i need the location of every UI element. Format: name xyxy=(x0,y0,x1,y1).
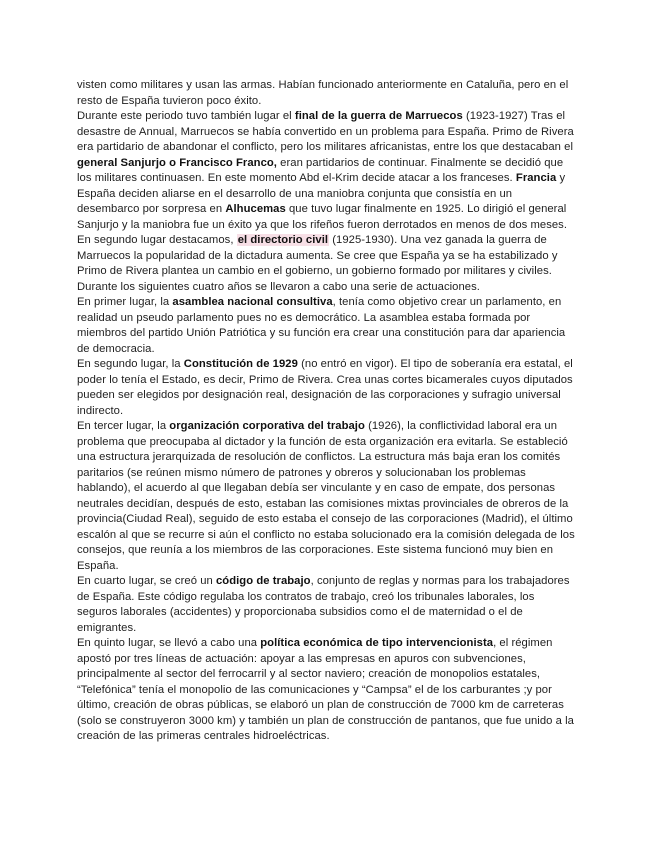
text-run: eran partidarios de continuar. Finalmente se decidió que los militares continuasen. En este momento Abd el-Krim decide atacar a los franceses. xyxy=(77,156,564,184)
bold-term: Alhucemas xyxy=(225,203,286,215)
text-run: En tercer lugar, la xyxy=(77,420,170,432)
bold-term: Francia xyxy=(515,172,557,184)
text-run: En segundo lugar destacamos, xyxy=(77,234,237,246)
text-run: , conjunto de reglas y normas para los trabajadores de España. Este código regulaba los contratos de trabajo, creó los tribunales laborales, los seguros laborales (accidentes) y proporcionaba subsidios como el de maternidad o el de emigrantes. xyxy=(77,575,570,634)
paragraph-asamblea-nacional xyxy=(77,295,577,357)
paragraph-directorio-civil xyxy=(77,233,577,295)
highlighted-bold-term: el directorio civil xyxy=(237,234,329,246)
text-run: En segundo lugar, la xyxy=(77,358,184,370)
text-run: , el régimen apostó por tres líneas de actuación: apoyar a las empresas en apuros con subvenciones, principalmente al sector del ferrocarril y al sector naviero; creación de monopolios estatales, “Telefónica” tenía el monopolio de las comunicaciones y “Campsa” el de los carburantes ;y por último, creación de obras públicas, se elaboró un plan de construcción de 7000 km de carreteras (solo se construyeron 3000 km) y también un plan de construcción de pantanos, que fue unido a la creación de las primeras centrales hidroeléctricas. xyxy=(77,637,574,742)
text-run: En quinto lugar, se llevó a cabo una xyxy=(77,637,261,649)
paragraph-guerra-marruecos xyxy=(77,109,577,233)
bold-term: organización corporativa del trabajo xyxy=(169,420,365,432)
paragraph-politica-economica xyxy=(77,636,577,745)
paragraph-organizacion-corporativa xyxy=(77,419,577,574)
document-body xyxy=(77,78,577,745)
text-run: visten como militares y usan las armas. Habían funcionado anteriormente en Cataluña, pero en el resto de España tuvieron poco éxito. xyxy=(77,79,569,107)
bold-term: asamblea nacional consultiva xyxy=(172,296,333,308)
text-run: Durante este periodo tuvo también lugar el xyxy=(77,110,295,122)
bold-term: política económica de tipo intervencionista xyxy=(260,637,494,649)
text-run: (1923-1927) Tras el desastre de Annual, Marruecos se había convertido en un problema para España. Primo de Rivera era partidario de abandonar el conflicto, pero los militares africanistas, entre los que destacaban el xyxy=(77,110,574,153)
paragraph-constitucion-1929 xyxy=(77,357,577,419)
text-run: que tuvo lugar finalmente en 1925. Lo dirigió el general Sanjurjo y la maniobra fue un éxito ya que los rifeños fueron derrotados en menos de dos meses. xyxy=(77,203,568,231)
text-run: (no entró en vigor). El tipo de soberanía era estatal, el poder lo tenía el Estado, es decir, Primo de Rivera. Crea unas cortes bicamerales cuyos diputados pueden ser elegidos por designación real, designación de las corporaciones y sufragio universal indirecto. xyxy=(77,358,573,417)
text-run: y España deciden aliarse en el desarrollo de una maniobra conjunta que consistía en un desembarco por sorpresa en xyxy=(77,172,566,215)
bold-term: Constitución de 1929 xyxy=(183,358,298,370)
paragraph-militares-cataluna xyxy=(77,78,577,109)
bold-term: general Sanjurjo o Francisco Franco, xyxy=(77,156,277,169)
bold-term: final de la guerra de Marruecos xyxy=(294,110,463,122)
text-run: En cuarto lugar, se creó un xyxy=(77,575,216,587)
bold-term: código de trabajo xyxy=(215,575,311,587)
text-run: (1925-1930). Una vez ganada la guerra de Marruecos la popularidad de la dictadura aumenta. Se cree que España ya se ha estabilizado y Primo de Rivera plantea un cambio en el gobierno, un gobierno formado por militares y civiles. Durante los siguientes cuatro años se llevaron a cabo una serie de actuaciones. xyxy=(77,234,558,293)
text-run: , tenía como objetivo crear un parlamento, en realidad un pseudo parlamento pues no es democrático. La asamblea estaba formada por miembros del partido Unión Patriótica y su función era crear una constitución para dar apariencia de democracia. xyxy=(77,296,566,355)
paragraph-codigo-trabajo xyxy=(77,574,577,636)
text-run: En primer lugar, la xyxy=(77,296,173,308)
text-run: (1926), la conflictividad laboral era un problema que preocupaba al dictador y la función de esta organización era evitarla. Se estableció una estructura jerarquizada de resolución de conflictos. La estructura más baja eran los comités paritarios (se reúnen mismo número de patrones y obreros y solucionaban los problemas hablando), el acuerdo al que llegaban debía ser vinculante y en caso de empate, dos personas neutrales decidían, después de esto, estaban las comisiones mixtas provinciales de obreros de la provincia(Ciudad Real), seguido de esto estaba el consejo de las corporaciones (Madrid), el último escalón al que se recurre si aún el conflicto no estaba solucionado era la comisión delegada de los consejos, que reunía a los miembros de las corporaciones. Este sistema funcionó muy bien en España. xyxy=(77,420,575,572)
